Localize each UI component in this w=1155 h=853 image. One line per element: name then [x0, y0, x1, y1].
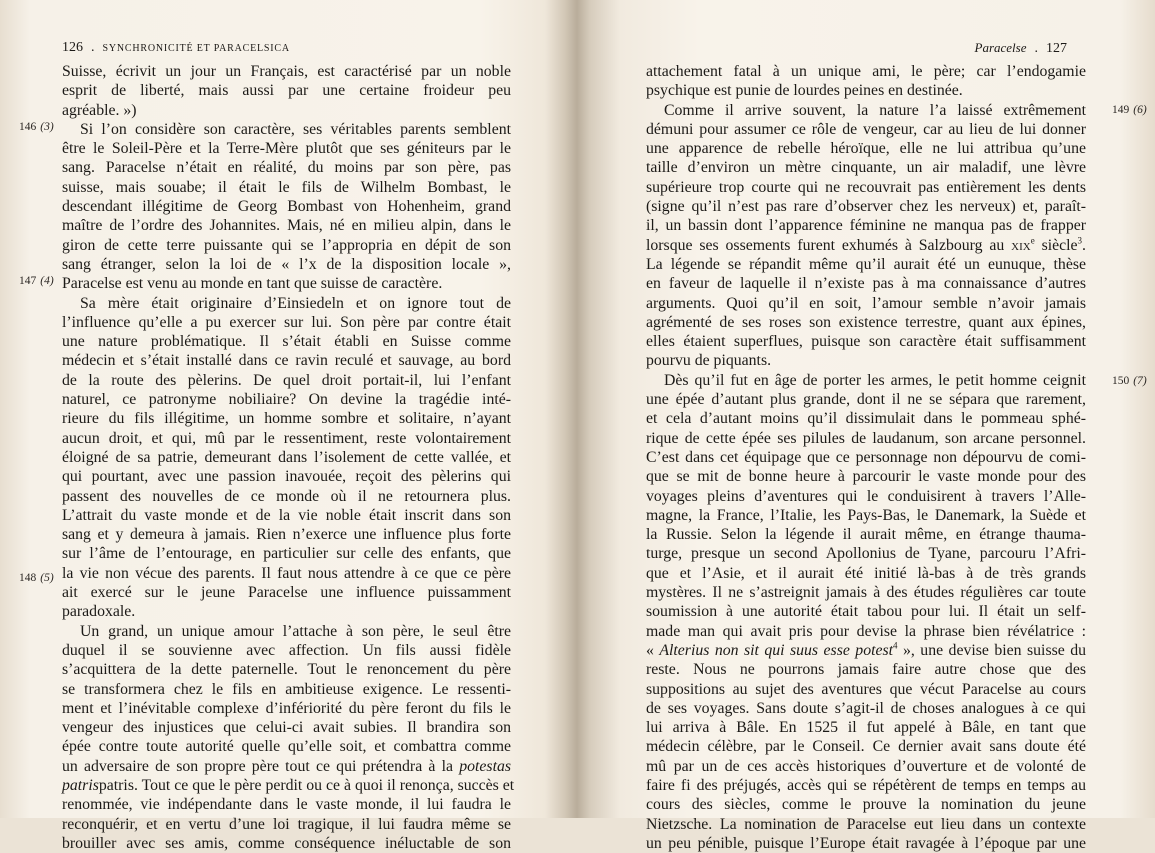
text-line: suppositions au sujet des aventures que vécut Paracelse au cours: [646, 680, 1086, 698]
text-line: rieure du fils illégitime, un homme sombre et solitaire, n’ayant: [62, 410, 511, 428]
text-line: que se mit de bonne heure à parcourir le vaste monde pour des: [646, 468, 1086, 486]
text-line: cours des siècles, comme le prouve la nomination du jeune: [646, 796, 1086, 814]
text-line: naturel, ce patronyme nobiliaire? On devine la tragédie inté-: [62, 391, 511, 409]
text-line: s’acquittera de la dette paternelle. Tout le renoncement du père: [62, 661, 511, 679]
text-line: elles étaient superflues, puisque son caractère était suffisamment: [646, 333, 1086, 351]
right-running-title: Paracelse: [974, 40, 1027, 55]
text-line: éloigné de sa patrie, demeurant dans l’isolement de cette vallée, et: [62, 448, 511, 466]
text-line: que et l’Asie, et il aurait été initié là-bas à de très grands: [646, 564, 1086, 582]
right-body-text: [646, 62, 1086, 853]
text-line: Comme il arrive souvent, la nature l’a laissé extrêmement: [664, 101, 1086, 119]
text-line-run: «: [646, 641, 660, 659]
text-line: made man qui avait pris pour devise la phrase bien révélatrice :: [646, 622, 1086, 640]
text-line: Nietzsche. La nomination de Paracelse eut lieu dans un contexte: [646, 815, 1086, 833]
text-line: reconquérir, et en vertu d’une loi tragique, il lui faudra même se: [62, 815, 511, 833]
text-line: giron de cette terre puissante qui se l’appropria en dépit de son: [62, 236, 511, 254]
text-line: pourvu de piquants.: [646, 352, 772, 370]
century-superscript: e: [1030, 235, 1035, 246]
text-line: être le Soleil-Père et la Terre-Mère plutôt que ses géniteurs par le: [62, 140, 511, 158]
text-line: se transformera chez le fils en ambitieuse exigence. Le ressenti-: [62, 680, 511, 698]
text-line: La légende se répandit même qu’il aurait été un eunuque, thèse: [646, 255, 1086, 273]
text-line: vengeur des injustices que celui-ci avait subies. Il brandira son: [62, 719, 511, 737]
text-line: rique de cette épée ses pilules de laudanum, son arcane personnel.: [646, 429, 1086, 447]
text-line: et cela d’autant moins qu’il dissimulait dans le pommeau sphé-: [646, 410, 1086, 428]
text-line: qui pourtant, avec une passion inavouée, reçoit des pèlerins qui: [62, 468, 511, 486]
paragraph-marker-149: 149 (6): [1112, 104, 1147, 116]
text-line: aucun droit, et qui, mû par le ressentiment, reste volontairement: [62, 429, 511, 447]
text-line: Paracelse est venu au monde en tant que suisse de caractère.: [62, 275, 443, 293]
text-line: psychique est punie de lourdes peines en destinée.: [646, 82, 963, 100]
text-line: mû par un de ces accès historiques d’ouverture et de volonté de: [646, 757, 1086, 775]
text-line: en faveur de laquelle il n’existe pas à ma connaissance d’autres: [646, 275, 1086, 293]
text-line: de ses voyages. Sans doute s’agit-il de choses analogues à ce qui: [646, 699, 1086, 717]
latin-motto: Alterius non sit qui suus esse potest: [659, 641, 894, 659]
text-line: supérieure trop courte qui ne recouvrait pas entièrement les dents: [646, 178, 1086, 196]
text-line: voyages pleins d’aventures qui le conduisirent à travers l’Alle-: [646, 487, 1086, 505]
text-line-run: patris. Tout ce que le père perdit ou ce à quoi il renonça, succès et: [98, 776, 515, 794]
paragraph-marker-146: 146 (3): [19, 121, 54, 133]
paragraph-marker-150: 150 (7): [1112, 375, 1147, 387]
right-page-number: 127: [1046, 41, 1067, 56]
text-line: taille d’environ un mètre cinquante, un air maladif, une lèvre: [646, 159, 1086, 177]
text-line: reste. Nous ne pourrons jamais faire autre chose que des: [646, 661, 1086, 679]
text-line: maître de l’ordre des Johannites. Mais, né en milieu alpin, dans le: [62, 217, 511, 235]
right-head-separator: .: [1034, 41, 1038, 56]
text-line: lui arriva à Bâle. En 1525 il fut appelé à Bâle, en tant que: [646, 719, 1086, 737]
text-line: faire fi des préjugés, accès qui se répétèrent de temps en temps au: [646, 776, 1086, 794]
text-line: médecin célèbre, par le Conseil. Ce dernier avait sans doute été: [646, 738, 1086, 756]
left-head-separator: .: [91, 40, 95, 55]
text-line: [646, 641, 1086, 660]
text-line: Suisse, écrivit un jour un Français, est caractérisé par un noble: [62, 63, 511, 80]
text-line: suisse, mais souabe; il était le fils de Wilhelm Bombast, le: [62, 178, 511, 196]
text-line: médecin et s’était installé dans ce ravin reculé et sauvage, au bord: [62, 352, 511, 370]
left-page: [0, 0, 560, 852]
text-line: Si l’on considère son caractère, ses véritables parents semblent: [80, 120, 511, 138]
text-line: la vie non vécue des parents. Il faut nous attendre à ce que ce père: [62, 564, 511, 582]
text-line: arguments. Quoi qu’il en soit, l’amour semble n’avoir jamais: [646, 294, 1086, 312]
left-running-title: SYNCHRONICITÉ ET PARACELSICA: [102, 43, 290, 54]
text-line: renommée, vie indépendante dans le vaste monde, il lui faudra le: [62, 796, 511, 814]
text-line: sur l’âme de l’entourage, en particulier sur celle des enfants, que: [62, 545, 511, 563]
text-line: esprit de liberté, mais aussi par une certaine froideur peu: [62, 82, 511, 100]
text-line: mystères. Il ne s’astreignit jamais à des études régulières car toute: [646, 584, 1086, 602]
left-body-text: [62, 62, 515, 853]
text-line: C’est dans cet équipage que ce personnage non dépourvu de comi-: [646, 448, 1086, 466]
century-tail: siècle: [1034, 236, 1078, 254]
left-page-number: 126: [62, 40, 83, 55]
text-line: ait exercé sur le jeune Paracelse une influence puissamment: [62, 584, 511, 602]
text-line: duquel il se souvienne avec affection. Un fils aussi fidèle: [62, 641, 511, 659]
text-line: ment et l’inévitable complexe d’infériorité du père feront du fils le: [62, 699, 511, 717]
text-line: il, un bassin dont l’apparence féminine ne manqua pas de frapper: [646, 217, 1086, 235]
text-line: magne, la France, l’Italie, les Pays-Bas, le Danemark, la Suède et: [646, 506, 1086, 524]
text-line: démuni pour assumer ce rôle de vengeur, car au lieu de lui donner: [646, 120, 1086, 138]
text-line: agréable. »): [62, 101, 137, 119]
footnote-ref-3: 3: [1077, 235, 1083, 246]
text-line: sang étranger, selon la loi de « l’x de la disposition locale »,: [62, 255, 511, 273]
text-line: un peu pénible, puisque l’Europe était ravagée à l’époque par une: [646, 834, 1086, 852]
text-line: passent des nouvelles de ce monde où il ne retournera plus.: [62, 487, 511, 505]
text-line: [62, 757, 511, 776]
text-line: l’influence qu’elle a pu exercer sur lui. Son père par contre était: [62, 313, 511, 331]
right-running-head: [975, 39, 1067, 58]
text-line: [62, 776, 515, 795]
text-line: Dès qu’il fut en âge de porter les armes, le petit homme ceignit: [664, 371, 1086, 389]
text-line: turge, presque un second Apollonius de Tyane, parcouru l’Afri-: [646, 545, 1086, 563]
paragraph-marker-147: 147 (4): [19, 275, 54, 287]
text-line-run: un adversaire de son propre père tout ce qui prétendra à la: [62, 757, 460, 775]
text-line: sang. Paracelse n’était en réalité, du moins par son père, pas: [62, 159, 511, 177]
text-line: agrémenté de ses roses son existence terrestre, quant aux épines,: [646, 313, 1086, 331]
text-line: Un grand, un unique amour l’attache à son père, le seul être: [80, 622, 511, 640]
text-line: sang et y demeura à jamais. Rien n’exerce une influence plus forte: [62, 526, 511, 544]
text-line-run: lorsque ses ossements furent exhumés à Salzbourg au: [646, 236, 1012, 254]
text-line: descendant illégitime de Georg Bombast von Hohenheim, grand: [62, 198, 511, 216]
italic-term-patris: patris: [62, 776, 99, 794]
text-line: attachement fatal à un unique ami, le père; car l’endogamie: [646, 63, 1086, 80]
text-line: soumission à une autorité était tabou pour lui. Il était un self-: [646, 603, 1086, 621]
text-line: épée contre toute autorité quelle qu’elle soit, et combattra comme: [62, 738, 511, 756]
text-line: Sa mère était originaire d’Einsiedeln et on ignore tout de: [80, 294, 511, 312]
left-running-head: [62, 39, 290, 58]
text-line: brouiller avec ses amis, comme conséquence inéluctable de son: [62, 834, 511, 852]
motto-tail: », une devise bien suisse du: [897, 641, 1086, 659]
text-line: une apparence de rebelle héroïque, elle ne lui attribua qu’une: [646, 140, 1086, 158]
italic-term-potestas: potestas: [459, 757, 511, 775]
text-line: une épée d’autant plus grande, dont il ne se sépara que rarement,: [646, 391, 1086, 409]
text-line: la Russie. Selon la légende il aurait même, en étrange thauma-: [646, 526, 1086, 544]
text-line: [646, 236, 1086, 255]
text-line: L’attrait du vaste monde et de la vie noble était inscrit dans son: [62, 506, 511, 524]
right-page: [590, 0, 1155, 852]
century-numeral: xix: [1011, 236, 1031, 254]
paragraph-marker-148: 148 (5): [19, 572, 54, 584]
text-line: une nature problématique. Il s’était établi en Suisse comme: [62, 333, 511, 351]
text-line: de la route des pèlerins. De quel droit portait-il, lui l’enfant: [62, 371, 511, 389]
text-line: (signe qu’il n’est pas rare d’observer chez les nerveux) et, paraît-: [646, 198, 1086, 216]
footnote-ref-4: 4: [893, 640, 898, 651]
text-line: paradoxale.: [62, 603, 136, 621]
footnote-ref-3-tail: .: [1082, 236, 1086, 254]
